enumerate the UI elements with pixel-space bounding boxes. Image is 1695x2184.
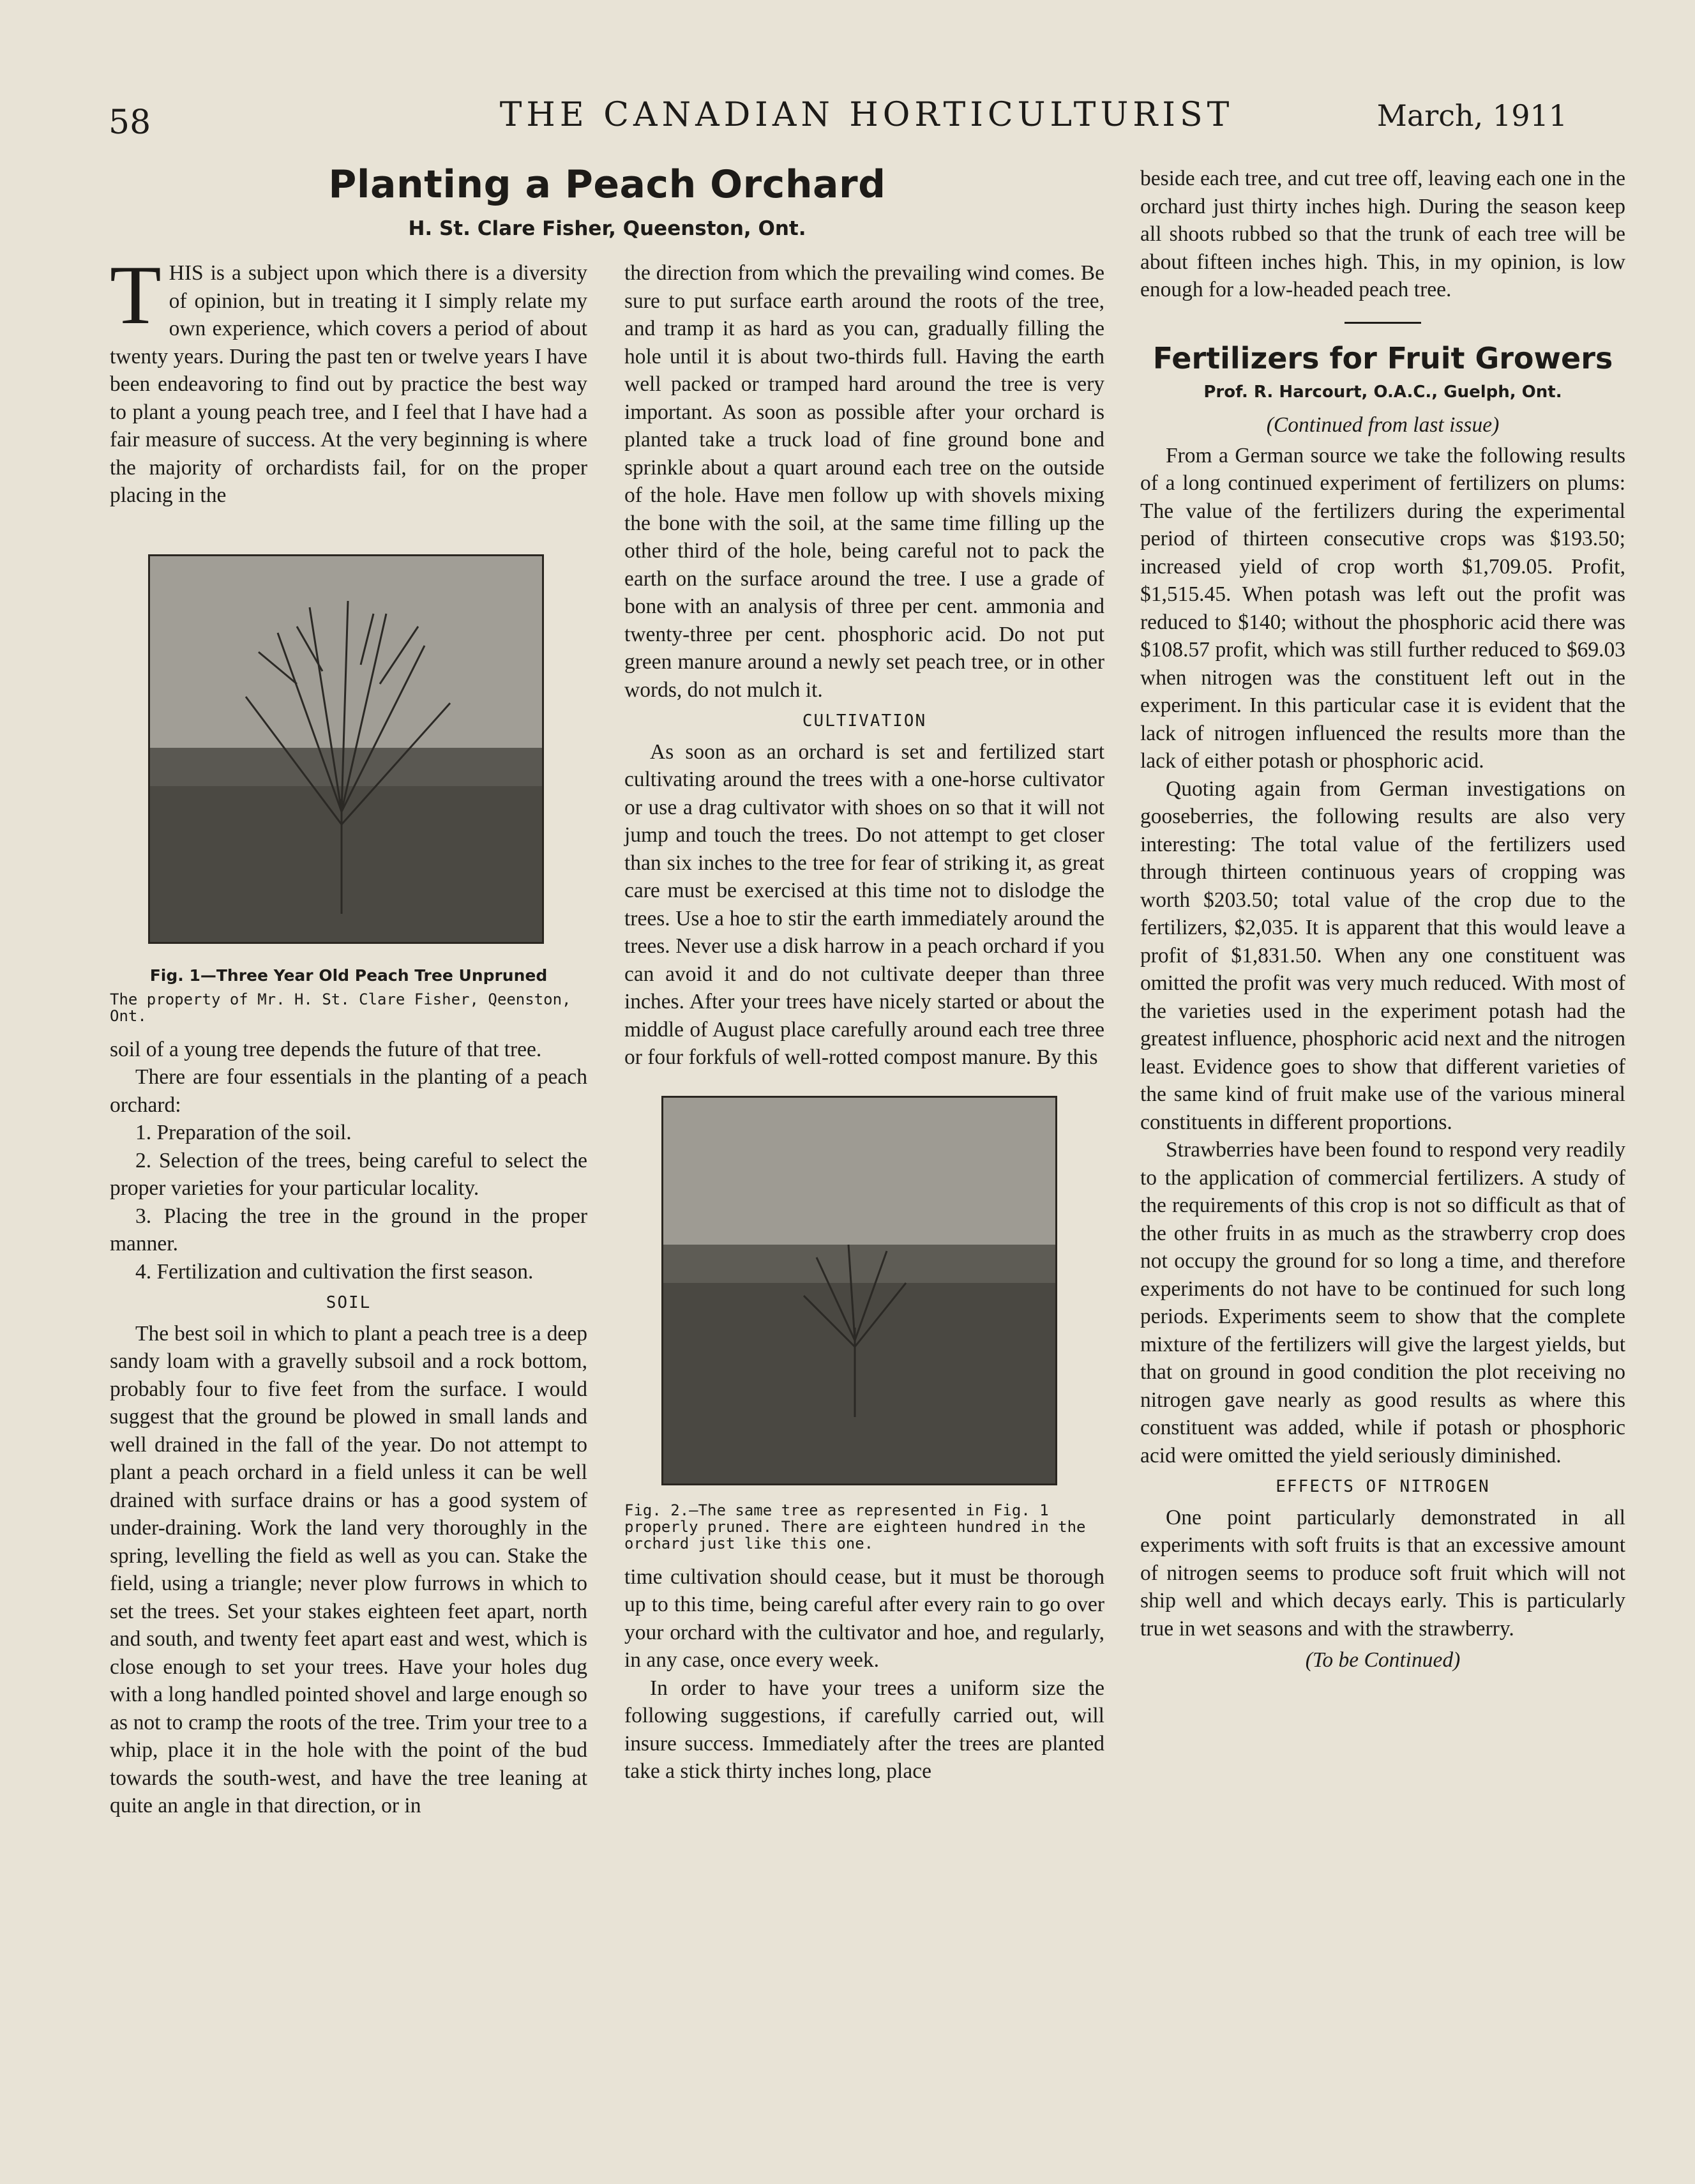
list-item: 1. Preparation of the soil. (135, 1121, 352, 1144)
paragraph-uniform: In order to have your trees a uniform size the following suggestions, if carefully carried out, will insure success. Immediately after the trees are planted take a stick thirty inches long, place (624, 1676, 1104, 1783)
peach-tree-pruned-illustration (663, 1098, 1055, 1483)
paragraph-time: time cultivation should cease, but it must be thorough up to this time, being careful after every rain to go over your orchard with the cultivator and hoe, and regularly, in any case, once every week. (624, 1565, 1104, 1672)
column-1 (110, 248, 587, 1820)
running-head (102, 89, 1631, 140)
peach-tree-unpruned-illustration (150, 556, 542, 942)
paragraph-planting: the direction from which the prevailing wind comes. Be sure to put surface earth around the roots of the tree, and tramp it as hard as you can, gradually filling the hole until it is about two-thirds full. Having the earth well packed or tramped hard around the tree is very important. As soon as possible after your orchard is planted take a truck load of fine ground bone and sprinkle about a quart around each tree on the outside of the hole. Have men follow up with shovels mixing the bone with the soil, at the same time filling up the other third of the hole, being careful not to pack the earth on the surface around the tree. I use a grade of bone with an analysis of three per cent. ammonia and twenty-three per cent. phosphoric acid. Do not put green manure around a newly set peach tree, or in other words, do not mulch it. (624, 261, 1104, 702)
column-3 (1140, 165, 1625, 1674)
paragraph-four-essentials: There are four essentials in the planting of a peach orchard: (110, 1065, 587, 1117)
paragraph-gooseberries: Quoting again from German investigations on gooseberries, the following results are also very interesting: The total value of the fertilizers used through thirteen continuous years of cropping was worth $203.50; total value of the crop due to the fertilizers, $2,035. It is apparent that this would leave a profit of $1,831.50. When any one constituent was omitted the profit was very much reduced. With most of the varieties used in the experiment potash had the greatest influence, phosphoric acid next and the nitrogen least. Evidence goes to show that different varieties of the same kind of fruit make use of the various mineral constituents in different proportions. (1140, 777, 1625, 1134)
figure-1-title: Fig. 1—Three Year Old Peach Tree Unpruned (149, 966, 548, 985)
article-2-byline: Prof. R. Harcourt, O.A.C., Guelph, Ont. (1203, 382, 1562, 402)
section-heading-nitrogen: EFFECTS OF NITROGEN (1276, 1477, 1490, 1496)
figure-2-photo (661, 1096, 1057, 1485)
intro-text: HIS is a subject upon which there is a diversity of opinion, but in treating it I simply relate my own experience, which covers a period of about twenty years. During the past ten or twelve years I have been endeavoring to find out by practice the best way to plant a young peach tree, and I feel that I have had a fair measure of success. At the very beginning is where the majority of orchardists fail, for on the proper placing in the (110, 261, 587, 507)
continued-note: (Continued from last issue) (1266, 413, 1500, 437)
section-heading-cultivation: CULTIVATION (802, 711, 927, 731)
issue-date: March, 1911 (1376, 98, 1567, 133)
article-byline: H. St. Clare Fisher, Queenston, Ont. (408, 217, 806, 240)
list-item: 2. Selection of the trees, being careful to select the proper varieties for your particular locality. (110, 1148, 587, 1200)
paragraph-soil: The best soil in which to plant a peach tree is a deep sandy loam with a gravelly subsoil and a rock bottom, probably four to five feet from the surface. I would suggest that the ground be plowed in small lands and well drained in the fall of the year. Do not attempt to plant a peach orchard in a field unless it can be well drained with surface drains or has a good system of under-draining. Work the land very thoroughly in the spring, levelling the field as well as you can. Stake the field, using a triangle; never plow furrows in which to set the trees. Set your stakes eighteen feet apart, north and south, and twenty feet apart east and west, which is close enough to set your trees. Have your holes dug with a long handled pointed shovel and large enough so as not to cramp the roots of the tree. Trim your tree to a whip, place it in the hole with the point of the bud towards the south-west, and have the tree leaning at quite an angle in that direction, or in (110, 1321, 587, 1817)
paragraph-nitrogen: One point particularly demonstrated in all experiments with soft fruits is that an excessive amount of nitrogen seems to produce soft fruit which will not ship well and which decays early. This is particularly true in wet seasons and with the strawberry. (1140, 1505, 1625, 1641)
figure-1-photo (148, 554, 544, 944)
column-2 (624, 259, 1104, 1786)
paragraph-cultivation: As soon as an orchard is set and fertilized start cultivating around the trees with a one-horse cultivator or use a drag cultivator with shoes on so that it will not jump and touch the trees. Do not attempt to get closer than six inches to the tree for fear of striking it, as great care must be exercised at this time not to dislodge the trees. Use a hoe to stir the earth immediately around the trees. Never use a disk harrow in a peach orchard if you can avoid it and do not cultivate deeper than three inches. After your trees have nicely started or about the middle of August place carefully around each tree three or four forkfuls of well-rotted compost manure. By this (624, 739, 1104, 1069)
to-be-continued: (To be Continued) (1305, 1648, 1461, 1672)
list-item: 3. Placing the tree in the ground in the proper manner. (110, 1204, 587, 1255)
paragraph-low-headed: beside each tree, and cut tree off, leaving each one in the orchard just thirty inches high. During the season keep all shoots rubbed so that the trunk of each tree will be about fifteen inches high. This, in my opinion, is low enough for a low-headed peach tree. (1140, 167, 1625, 301)
list-item: 4. Fertilization and cultivation the first season. (135, 1259, 534, 1284)
paragraph-strawberries: Strawberries have been found to respond very readily to the application of commercial fertilizers. A study of the requirements of this crop is not so difficult as that of the other fruits in as much as the strawberry crop does not occupy the ground for so long a time, and therefore experiments do not have to be continued for such long periods. Experiments seem to show that the complete mixture of the fertilizers will give the largest yields, but that on ground in good condition the plot receiving no nitrogen gave nearly as good results as where this constituent was added, while if potash or phosphoric acid were omitted the yield seriously diminished. (1140, 1138, 1625, 1467)
section-divider (1345, 322, 1421, 324)
figure-2-caption: Fig. 2.—The same tree as represented in Fig. 1 properly pruned. There are eighteen hundred in the orchard just like this one. (624, 1501, 1086, 1552)
figure-1-caption: The property of Mr. H. St. Clare Fisher, Qeenston, Ont. (110, 990, 571, 1025)
page-number: 58 (109, 103, 151, 142)
drop-cap: T (110, 248, 162, 342)
paragraph-plums: From a German source we take the following results of a long continued experiment of fertilizers on plums: The value of the fertilizers during the experimental period of thirteen consecutive crops was $193.50; increased yield of crop worth $1,709.05. Profit, $1,515.45. When potash was left out the profit was reduced to $140; without the phosphoric acid there was $108.57 profit, which was still further reduced to $69.03 when nitrogen was the constituent left out in the experiment. In this particular case it is evident that the lack of nitrogen influenced the results more than the lack of either potash or phosphoric acid. (1140, 443, 1625, 773)
paragraph-young-tree: soil of a young tree depends the future of that tree. (110, 1037, 542, 1061)
article-2-title: Fertilizers for Fruit Growers (1152, 340, 1613, 375)
section-heading-soil: SOIL (326, 1293, 372, 1312)
article-title: Planting a Peach Orchard (328, 162, 886, 207)
intro-paragraph (110, 248, 587, 510)
masthead: THE CANADIAN HORTICULTURIST (499, 96, 1234, 134)
